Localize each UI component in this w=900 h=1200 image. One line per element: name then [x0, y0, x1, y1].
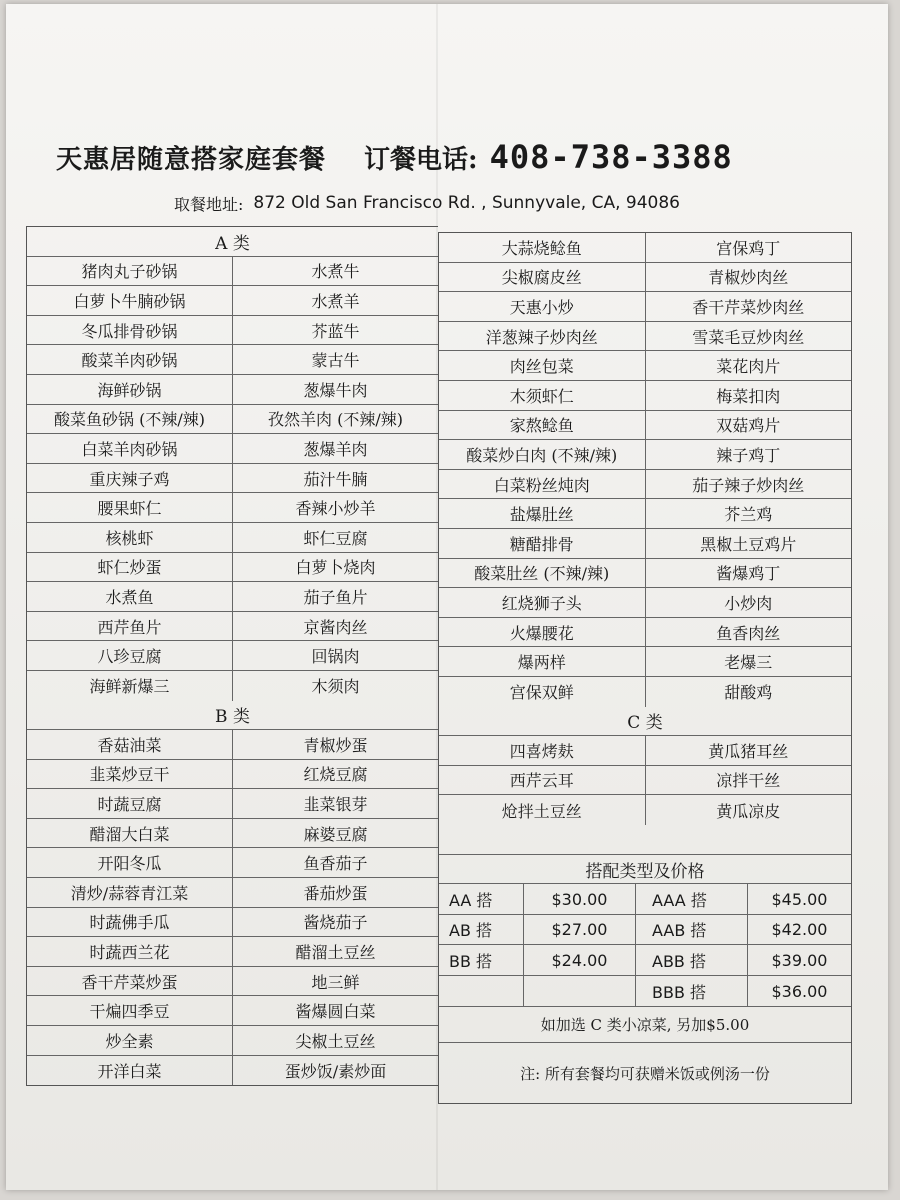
b-dish-item: 时蔬西兰花	[89, 943, 170, 963]
a-dish-row	[27, 464, 438, 494]
a-dish-item: 洋葱辣子炒肉丝	[485, 327, 598, 347]
a-dish-item: 糖醋排骨	[509, 534, 574, 554]
a-dish-item: 白菜粉丝炖肉	[493, 475, 590, 495]
c-dish-item: 黄瓜猪耳丝	[645, 736, 852, 765]
c-category-header	[439, 707, 851, 737]
a-dish-item: 盐爆肚丝	[509, 505, 574, 525]
combo-type: BBB 搭	[635, 976, 747, 1007]
a-dish-item: 大蒜烧鲶鱼	[501, 238, 582, 258]
b-dish-row	[27, 1026, 438, 1056]
b-dish-row	[27, 937, 438, 967]
b-dish-item: 蛋炒饭/素炒面	[232, 1056, 438, 1086]
c-dish-row	[439, 766, 851, 796]
a-dish-item: 酸菜羊肉砂锅	[81, 351, 178, 371]
a-dish-row	[439, 263, 851, 293]
b-dish-item: 香菇油菜	[97, 735, 162, 755]
a-dish-item: 菜花肉片	[645, 351, 852, 380]
a-dish-row	[439, 470, 851, 500]
a-dish-item: 核桃虾	[105, 528, 154, 548]
b-dish-item: 尖椒土豆丝	[232, 1026, 438, 1055]
price-table-row	[439, 884, 851, 1007]
a-dish-item: 梅菜扣肉	[645, 381, 852, 410]
b-category-header	[27, 701, 438, 731]
a-dish-item: 海鲜新爆三	[89, 677, 170, 697]
a-dish-row	[439, 499, 851, 529]
a-dish-item: 水煮鱼	[105, 587, 154, 607]
footer-note: 注: 所有套餐均可获赠米饭或例汤一份	[520, 1064, 770, 1083]
b-dish-row	[27, 730, 438, 760]
b-dish-row	[27, 1056, 438, 1086]
b-dish-item: 麻婆豆腐	[232, 819, 438, 848]
price-row	[439, 976, 851, 1007]
a-dish-item: 八珍豆腐	[97, 647, 162, 667]
a-dish-row	[27, 523, 438, 553]
a-category-header	[27, 227, 438, 257]
a-dish-item: 雪菜毛豆炒肉丝	[645, 322, 852, 351]
a-dish-item: 虾仁豆腐	[232, 523, 438, 552]
b-dish-item: 番茄炒蛋	[232, 878, 438, 907]
price-row	[439, 884, 851, 915]
a-dish-item: 重庆辣子鸡	[89, 469, 170, 489]
address-label: 取餐地址:	[174, 194, 244, 214]
a-dish-row	[439, 233, 851, 263]
a-dish-item: 爆两样	[517, 653, 566, 673]
combo-price: $42.00	[747, 915, 851, 945]
c-addon-row	[439, 1007, 851, 1043]
footer-note-row	[439, 1043, 851, 1103]
price-row	[439, 945, 851, 976]
combo-price: $45.00	[747, 884, 851, 914]
a-dish-item: 双菇鸡片	[645, 411, 852, 440]
a-dish-row	[27, 612, 438, 642]
a-dish-item: 酸菜炒白肉 (不辣/辣)	[466, 445, 618, 465]
a-dish-item: 尖椒腐皮丝	[501, 268, 582, 288]
b-dish-row	[27, 819, 438, 849]
a-dish-item: 黑椒土豆鸡片	[645, 529, 852, 558]
a-dish-item: 宫保双鲜	[509, 683, 574, 703]
restaurant-title: 天惠居随意搭家庭套餐	[56, 144, 327, 175]
a-items-right	[439, 233, 851, 707]
a-dish-item: 白萝卜牛腩砂锅	[73, 291, 186, 311]
a-dish-item: 茄子辣子炒肉丝	[645, 470, 852, 499]
b-dish-item: 韭菜银芽	[232, 789, 438, 818]
b-dish-row	[27, 996, 438, 1026]
b-dish-item: 时蔬豆腐	[97, 795, 162, 815]
a-dish-item: 肉丝包菜	[509, 357, 574, 377]
b-category-label: B 类	[215, 707, 250, 728]
b-dish-row	[27, 878, 438, 908]
combo-price: $30.00	[523, 884, 635, 914]
a-items-left	[27, 257, 438, 701]
phone-label: 订餐电话:	[364, 144, 478, 175]
a-dish-row	[439, 618, 851, 648]
combo-price: $36.00	[747, 976, 851, 1007]
b-dish-item: 香干芹菜炒蛋	[81, 972, 178, 992]
a-dish-item: 甜酸鸡	[645, 677, 852, 707]
a-dish-item: 家熬鲶鱼	[509, 416, 574, 436]
b-dish-row	[27, 760, 438, 790]
left-menu-grid	[26, 226, 438, 1086]
a-dish-item: 天惠小炒	[509, 297, 574, 317]
a-dish-item: 回锅肉	[232, 641, 438, 670]
a-dish-item: 木须肉	[232, 671, 438, 701]
phone-number: 408-738-3388	[489, 138, 733, 176]
a-dish-row	[27, 316, 438, 346]
a-dish-item: 火爆腰花	[509, 623, 574, 643]
a-dish-item: 芥蓝牛	[232, 316, 438, 345]
b-dish-item: 时蔬佛手瓜	[89, 913, 170, 933]
a-dish-item: 茄汁牛腩	[232, 464, 438, 493]
blank-row	[439, 825, 851, 855]
a-dish-item: 宫保鸡丁	[645, 233, 852, 262]
combo-price: $24.00	[523, 945, 635, 975]
blank-cell	[439, 825, 851, 854]
b-dish-row	[27, 789, 438, 819]
a-dish-row	[439, 381, 851, 411]
c-dish-item: 西芹云耳	[509, 771, 574, 791]
combo-type: AB 搭	[449, 921, 493, 941]
a-dish-row	[27, 405, 438, 435]
b-dish-item: 清炒/蒜蓉青江菜	[70, 883, 189, 903]
b-dish-item: 红烧豆腐	[232, 760, 438, 789]
c-dish-item: 炝拌土豆丝	[501, 801, 582, 821]
c-dish-item: 黄瓜凉皮	[645, 795, 852, 825]
a-dish-item: 葱爆羊肉	[232, 434, 438, 463]
a-dish-item: 京酱肉丝	[232, 612, 438, 641]
combo-type: AAA 搭	[635, 884, 747, 914]
combo-price	[523, 976, 635, 1007]
a-dish-row	[27, 641, 438, 671]
price-header: 搭配类型及价格	[585, 861, 705, 882]
b-dish-item: 开洋白菜	[97, 1061, 162, 1081]
a-dish-item: 香辣小炒羊	[232, 493, 438, 522]
b-dish-item: 醋溜大白菜	[89, 824, 170, 844]
menu-sheet	[6, 4, 888, 1190]
a-dish-item: 葱爆牛肉	[232, 375, 438, 404]
combo-type	[439, 976, 523, 1007]
a-dish-item: 鱼香肉丝	[645, 618, 852, 647]
price-table	[439, 884, 851, 1006]
b-dish-item: 醋溜土豆丝	[232, 937, 438, 966]
price-header-row	[439, 855, 851, 885]
a-dish-row	[27, 582, 438, 612]
a-dish-item: 酱爆鸡丁	[645, 559, 852, 588]
c-category-label: C 类	[627, 713, 663, 734]
b-dish-row	[27, 908, 438, 938]
address-text: 872 Old San Francisco Rd. , Sunnyvale, CA, 94086	[253, 193, 680, 213]
b-dish-item: 开阳冬瓜	[97, 854, 162, 874]
combo-price: $27.00	[523, 915, 635, 945]
c-dish-item: 四喜烤麸	[509, 741, 574, 761]
combo-type: BB 搭	[449, 951, 493, 971]
c-items	[439, 736, 851, 825]
a-dish-row	[27, 286, 438, 316]
b-dish-item: 炒全素	[105, 1031, 154, 1051]
b-dish-row	[27, 967, 438, 997]
a-dish-item: 腰果虾仁	[97, 499, 162, 519]
a-dish-item: 小炒肉	[645, 588, 852, 617]
a-dish-row	[27, 257, 438, 287]
a-dish-item: 水煮羊	[232, 286, 438, 315]
a-dish-item: 老爆三	[645, 647, 852, 676]
menu-header	[56, 132, 846, 182]
combo-type: AA 搭	[449, 890, 493, 910]
a-category-label: A 类	[215, 233, 250, 254]
a-dish-row	[439, 677, 851, 707]
a-dish-item: 木须虾仁	[509, 386, 574, 406]
a-dish-item: 酸菜肚丝 (不辣/辣)	[474, 564, 610, 584]
a-dish-row	[27, 375, 438, 405]
a-dish-row	[439, 351, 851, 381]
a-dish-row	[439, 588, 851, 618]
a-dish-item: 孜然羊肉 (不辣/辣)	[232, 405, 438, 434]
a-dish-item: 冬瓜排骨砂锅	[81, 321, 178, 341]
b-items	[27, 730, 438, 1085]
b-dish-item: 酱烧茄子	[232, 908, 438, 937]
a-dish-row	[439, 559, 851, 589]
a-dish-row	[439, 440, 851, 470]
combo-type: AAB 搭	[635, 915, 747, 945]
a-dish-item: 辣子鸡丁	[645, 440, 852, 469]
c-dish-row	[439, 795, 851, 825]
a-dish-item: 蒙古牛	[232, 345, 438, 374]
b-dish-item: 地三鲜	[232, 967, 438, 996]
a-dish-item: 酸菜鱼砂锅 (不辣/辣)	[54, 410, 205, 430]
a-dish-item: 海鲜砂锅	[97, 380, 162, 400]
c-dish-item: 凉拌干丝	[645, 766, 852, 795]
c-dish-row	[439, 736, 851, 766]
a-dish-item: 虾仁炒蛋	[97, 558, 162, 578]
a-dish-row	[439, 411, 851, 441]
a-dish-row	[439, 322, 851, 352]
a-dish-row	[27, 345, 438, 375]
b-dish-item: 青椒炒蛋	[232, 730, 438, 759]
a-dish-row	[27, 493, 438, 523]
a-dish-row	[27, 553, 438, 583]
a-dish-item: 芥兰鸡	[645, 499, 852, 528]
a-dish-row	[439, 529, 851, 559]
a-dish-row	[27, 671, 438, 701]
a-dish-row	[439, 647, 851, 677]
pickup-address	[174, 188, 794, 218]
b-dish-item: 韭菜炒豆干	[89, 765, 170, 785]
a-dish-row	[27, 434, 438, 464]
b-dish-item: 鱼香茄子	[232, 848, 438, 877]
a-dish-item: 茄子鱼片	[232, 582, 438, 611]
a-dish-item: 西芹鱼片	[97, 617, 162, 637]
a-dish-item: 青椒炒肉丝	[645, 263, 852, 292]
price-row	[439, 915, 851, 946]
b-dish-item: 干煸四季豆	[89, 1002, 170, 1022]
combo-type: ABB 搭	[635, 945, 747, 975]
a-dish-row	[439, 292, 851, 322]
a-dish-item: 香干芹菜炒肉丝	[645, 292, 852, 321]
a-dish-item: 白萝卜烧肉	[232, 553, 438, 582]
combo-price: $39.00	[747, 945, 851, 975]
c-addon-note: 如加选 C 类小凉菜, 另加$5.00	[540, 1016, 750, 1035]
a-dish-item: 白菜羊肉砂锅	[81, 439, 178, 459]
a-dish-item: 水煮牛	[232, 257, 438, 286]
a-dish-item: 猪肉丸子砂锅	[81, 262, 178, 282]
b-dish-item: 酱爆圆白菜	[232, 996, 438, 1025]
a-dish-item: 红烧狮子头	[501, 593, 582, 613]
b-dish-row	[27, 848, 438, 878]
right-menu-grid	[438, 232, 852, 1104]
